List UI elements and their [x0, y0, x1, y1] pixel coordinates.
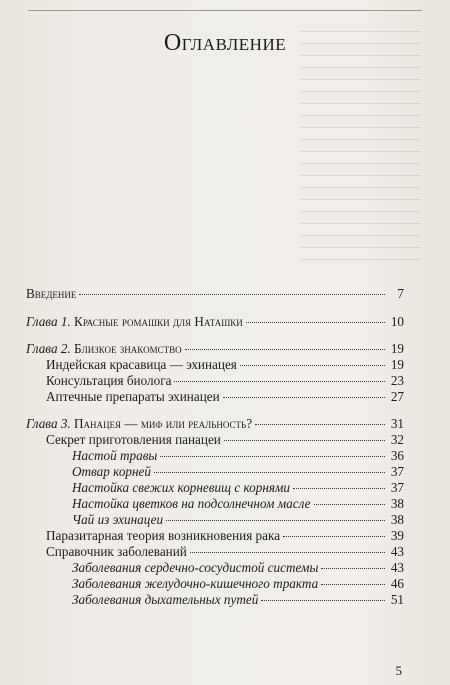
toc-entry[interactable]: [26, 528, 404, 544]
toc-chapter-3[interactable]: [26, 416, 404, 432]
dot-leader: [240, 365, 385, 366]
toc-chapter-2[interactable]: [26, 341, 404, 357]
toc-entry-text: Настойка свежих корневищ с корнями: [72, 480, 291, 495]
toc-subentry[interactable]: [26, 560, 404, 576]
toc-entry-text: Индейская красавица — эхинацея: [46, 357, 237, 372]
dot-leader: [224, 440, 385, 441]
dot-leader: [190, 552, 385, 553]
toc-entry-page: 10: [390, 314, 404, 329]
toc-entry-text: Настойка цветков на подсолнечном масле: [72, 496, 311, 511]
toc-entry[interactable]: [26, 544, 404, 560]
toc-entry-text: Чай из эхинацеи: [72, 512, 164, 527]
dot-leader: [321, 584, 385, 585]
toc-entry-page: 51: [390, 592, 404, 607]
dot-leader: [160, 456, 385, 457]
chapter-title: Красные ромашки для Наташки: [74, 314, 243, 329]
toc-entry-page: 43: [390, 560, 404, 575]
dot-leader: [223, 397, 385, 398]
toc-subentry[interactable]: [26, 592, 404, 608]
toc-subentry[interactable]: [26, 576, 404, 592]
toc-entry[interactable]: [26, 373, 404, 389]
toc-entry-text: Секрет приготовления панацеи: [46, 432, 221, 447]
toc-subentry[interactable]: [26, 512, 404, 528]
toc-subentry[interactable]: [26, 464, 404, 480]
page-title: Оглавление: [163, 30, 287, 56]
dot-leader: [283, 536, 385, 537]
toc-entry-page: 43: [390, 544, 404, 559]
toc-subentry[interactable]: [26, 480, 404, 496]
toc-entry-text: Заболевания дыхательных путей: [72, 592, 259, 607]
toc-entry-page: 39: [390, 528, 404, 543]
bleed-through: [300, 20, 420, 270]
toc-entry[interactable]: [26, 432, 404, 448]
toc-entry-page: 38: [390, 496, 404, 511]
toc-entry-text: Заболевания сердечно-сосудистой системы: [72, 560, 319, 575]
dot-leader: [185, 349, 385, 350]
toc-entry-text: Заболевания желудочно-кишечного тракта: [72, 576, 319, 591]
top-rule: [28, 10, 422, 11]
toc-entry-page: 7: [397, 286, 404, 301]
toc-entry-text: Паразитарная теория возникновения рака: [46, 528, 281, 543]
toc-entry-text: [26, 341, 182, 357]
toc-entry-page: 19: [390, 341, 404, 356]
dot-leader: [166, 520, 385, 521]
dot-leader: [255, 424, 385, 425]
toc-entry-text: Консультация биолога: [46, 373, 172, 388]
toc-entry-page: 46: [390, 576, 404, 591]
toc-entry-page: 37: [390, 480, 404, 495]
toc-entry-page: 31: [390, 416, 404, 431]
dot-leader: [79, 294, 385, 295]
toc-subentry[interactable]: [26, 448, 404, 464]
toc-entry-page: 36: [390, 448, 404, 463]
toc-entry-text: Справочник заболеваний: [46, 544, 187, 559]
toc-entry-text: [26, 416, 252, 432]
toc-entry-page: 19: [390, 357, 404, 372]
toc-subentry[interactable]: [26, 496, 404, 512]
dot-leader: [154, 472, 385, 473]
dot-leader: [246, 322, 385, 323]
dot-leader: [174, 381, 385, 382]
toc-entry-text: Аптечные препараты эхинацеи: [46, 389, 220, 404]
dot-leader: [321, 568, 385, 569]
toc-entry-text: [26, 314, 243, 330]
dot-leader: [261, 600, 385, 601]
toc-entry[interactable]: [26, 357, 404, 373]
toc-entry-text: Отвар корней: [72, 464, 152, 479]
dot-leader: [314, 504, 385, 505]
dot-leader: [293, 488, 385, 489]
chapter-label: Глава 3.: [26, 416, 71, 431]
toc-entry-page: 32: [390, 432, 404, 447]
toc-entry-intro[interactable]: [26, 286, 404, 302]
toc-entry-page: 23: [390, 373, 404, 388]
toc-entry-page: 27: [390, 389, 404, 404]
toc-entry-text: Настой травы: [72, 448, 158, 463]
chapter-title: Панацея — миф или реальность?: [74, 416, 253, 431]
page-number: 5: [395, 663, 402, 678]
toc-entry-page: 37: [390, 464, 404, 479]
table-of-contents: [26, 286, 404, 608]
toc-entry[interactable]: [26, 389, 404, 405]
toc-chapter-1[interactable]: [26, 314, 404, 330]
chapter-label: Глава 1.: [26, 314, 71, 329]
toc-entry-text: Введение: [26, 286, 77, 301]
toc-entry-page: 38: [390, 512, 404, 527]
chapter-label: Глава 2.: [26, 341, 71, 356]
chapter-title: Близкое знакомство: [74, 341, 182, 356]
